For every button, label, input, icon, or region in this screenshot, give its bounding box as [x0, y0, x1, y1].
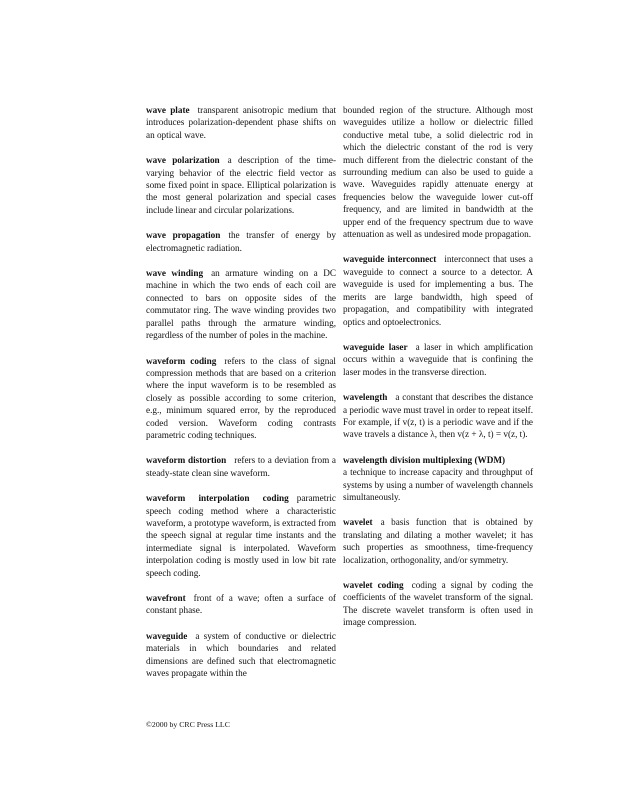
entry-term: waveguide [146, 630, 188, 641]
entry-definition: an armature winding on a DC machine in which the two ends of each coil are connected to bars on opposite sides of the commutator ring. The wave winding provides two parallel paths through the armature winding, regardless of the number of poles in the machine. [146, 268, 336, 341]
entry-wavelet [343, 516, 533, 566]
entry-term: waveguide laser [343, 341, 408, 352]
entry-definition: bounded region of the structure. Although most waveguides utilize a hollow or dielectric filled conductive metal tube, a solid dielectric rod in which the dielectric constant of the rod is very much different from the dielectric constant of the surrounding medium can also be used to guide a wave. Waveguides rapidly attenuate energy at frequencies below the waveguide lower cut-off frequency, and are limited in bandwidth at the upper end of the frequency spectrum due to wave attenuation as well as undesired mode propagation. [343, 105, 533, 240]
entry-definition: refers to a deviation from a steady-state clean sine waveform. [146, 455, 336, 478]
entry-waveform-interpolation-coding [146, 492, 336, 579]
entry-term: wavefront [146, 593, 186, 603]
entry-term: wave plate [146, 105, 190, 115]
entry-definition: a description of the time-varying behavior of the electric field vector as some fixed point in space. Elliptical polarization is the most general polarization and special cases include linear and circular polarizations. [146, 155, 337, 215]
entry-definition: coding a signal by coding the coefficients of the wavelet transform of the signal. The discrete wavelet transform is often used in image compression. [343, 580, 533, 628]
copyright-footer: ©2000 by CRC Press LLC [146, 720, 230, 729]
entry-term: wavelength division multiplexing (WDM) [343, 454, 506, 465]
entry-definition: interconnect that uses a waveguide to connect a source to a detector. A waveguide is used for implementing a bus. The merits are large bandwidth, high speed of propagation, and compatibility with integrated optics and optoelectronics. [343, 254, 533, 327]
entry-wavefront [146, 592, 336, 617]
entry-definition: a basis function that is obtained by translating and dilating a mother wavelet; it has such properties as smoothness, time-frequency localization, orthogonality, and/or symmetry. [343, 517, 533, 565]
entry-term: waveform coding [146, 355, 217, 366]
entry-definition: the transfer of energy by electromagnetic radiation. [146, 230, 336, 253]
entry-definition: a system of conductive or dielectric materials in which boundaries and related dimensions are defined such that electromagnetic waves propagate within the [146, 630, 336, 679]
entry-waveguide-interconnect [343, 253, 533, 327]
left-column [146, 104, 336, 692]
entry-waveguide-continued [343, 104, 533, 240]
entry-term: wavelet [343, 517, 373, 528]
entry-definition: transparent anisotropic medium that introduces polarization-dependent phase shifts on an optical wave. [146, 105, 336, 140]
entry-term: wavelength [343, 392, 388, 403]
entry-wavelength [343, 391, 533, 441]
entry-waveguide-laser [343, 341, 533, 378]
entry-waveform-coding [146, 355, 336, 442]
entry-term: waveform interpolation coding [146, 493, 289, 504]
entry-wdm [343, 454, 533, 504]
entry-definition: refers to the class of signal compression methods that are based on a criterion where the input waveform is to be resembled as closely as possible according to some criterion, e.g., minimum squared error, by the reproduced coded version. Waveform coding contrasts parametric coding techniques. [146, 355, 336, 440]
entry-term: wave propagation [146, 230, 221, 241]
entry-definition: parametric speech coding method where a characteristic waveform, a prototype waveform, is extracted from the speech signal at regular time instants and the intermediate signal is interpolated. Waveform interpolation coding is mostly used in low bit rate speech coding. [146, 493, 336, 578]
entry-wave-winding [146, 267, 336, 341]
right-column [343, 104, 533, 642]
entry-wave-propagation [146, 229, 336, 254]
entry-waveguide [146, 630, 336, 680]
entry-term: wave winding [146, 268, 204, 279]
entry-wave-plate [146, 104, 336, 141]
entry-definition: a constant that describes the distance a periodic wave must travel in order to repeat itself. For example, if v(z, t) is a periodic wave and if the wave travels a distance λ, then v(z + λ, t) = v(z, t). [343, 392, 533, 440]
entry-term: waveguide interconnect [343, 254, 437, 265]
entry-definition: front of a wave; often a surface of constant phase. [146, 593, 336, 616]
entry-wave-polarization [146, 154, 336, 216]
entry-term: wave polarization [146, 155, 220, 166]
entry-definition: a laser in which amplification occurs within a waveguide that is confining the laser modes in the transverse direction. [343, 341, 533, 377]
entry-term: waveform distortion [146, 455, 227, 466]
entry-wavelet-coding [343, 579, 533, 629]
entry-definition: a technique to increase capacity and throughput of systems by using a number of wavelength channels simultaneously. [343, 467, 533, 502]
entry-waveform-distortion [146, 454, 336, 479]
entry-term: wavelet coding [343, 580, 404, 590]
